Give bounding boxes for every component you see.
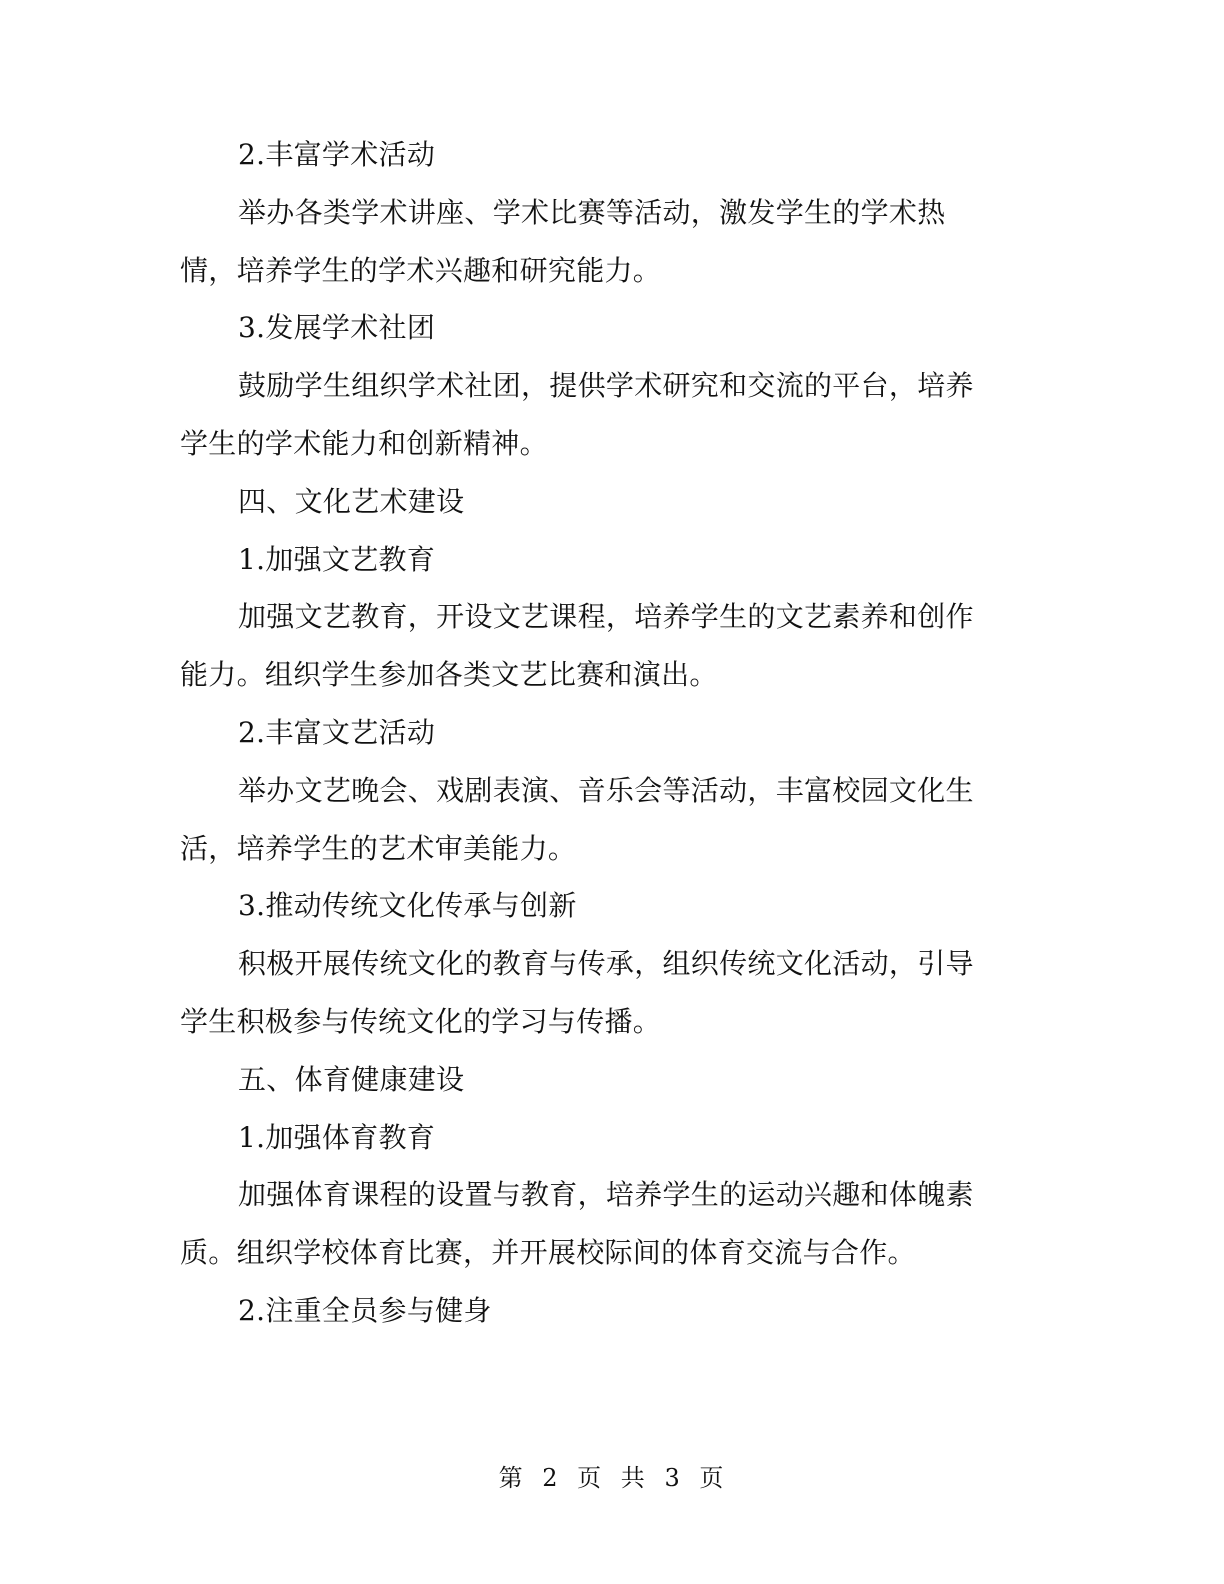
document-body <box>180 126 1020 1340</box>
section-heading: 3.推动传统文化传承与创新 <box>238 889 577 923</box>
paragraph-line: 学生的学术能力和创新精神。 <box>180 426 548 460</box>
paragraph-line: 活，培养学生的艺术审美能力。 <box>180 831 577 865</box>
section-heading: 3.发展学术社团 <box>238 311 436 345</box>
chapter-heading: 五、体育健康建设 <box>238 1062 465 1096</box>
paragraph-line: 举办各类学术讲座、学术比赛等活动，激发学生的学术热 <box>238 195 946 229</box>
paragraph-line: 加强体育课程的设置与教育，培养学生的运动兴趣和体魄素 <box>238 1178 974 1212</box>
paragraph-line: 积极开展传统文化的教育与传承，组织传统文化活动，引导 <box>238 947 974 981</box>
paragraph-line: 学生积极参与传统文化的学习与传播。 <box>180 1004 662 1038</box>
section-heading: 1.加强体育教育 <box>238 1120 436 1154</box>
paragraph-line: 能力。组织学生参加各类文艺比赛和演出。 <box>180 658 718 692</box>
section-heading: 1.加强文艺教育 <box>238 542 436 576</box>
paragraph-line: 加强文艺教育，开设文艺课程，培养学生的文艺素养和创作 <box>238 600 974 634</box>
paragraph-line: 质。组织学校体育比赛，并开展校际间的体育交流与合作。 <box>180 1236 916 1270</box>
paragraph-line: 鼓励学生组织学术社团，提供学术研究和交流的平台，培养 <box>238 369 974 403</box>
paragraph-line: 情，培养学生的学术兴趣和研究能力。 <box>180 253 662 287</box>
page-number-footer: 第 2 页 共 3 页 <box>498 1464 726 1492</box>
section-heading: 2.丰富学术活动 <box>238 138 436 171</box>
paragraph-line: 举办文艺晚会、戏剧表演、音乐会等活动，丰富校园文化生 <box>238 773 974 807</box>
section-heading: 2.丰富文艺活动 <box>238 715 436 749</box>
chapter-heading: 四、文化艺术建设 <box>238 484 465 518</box>
section-heading: 2.注重全员参与健身 <box>238 1293 492 1327</box>
